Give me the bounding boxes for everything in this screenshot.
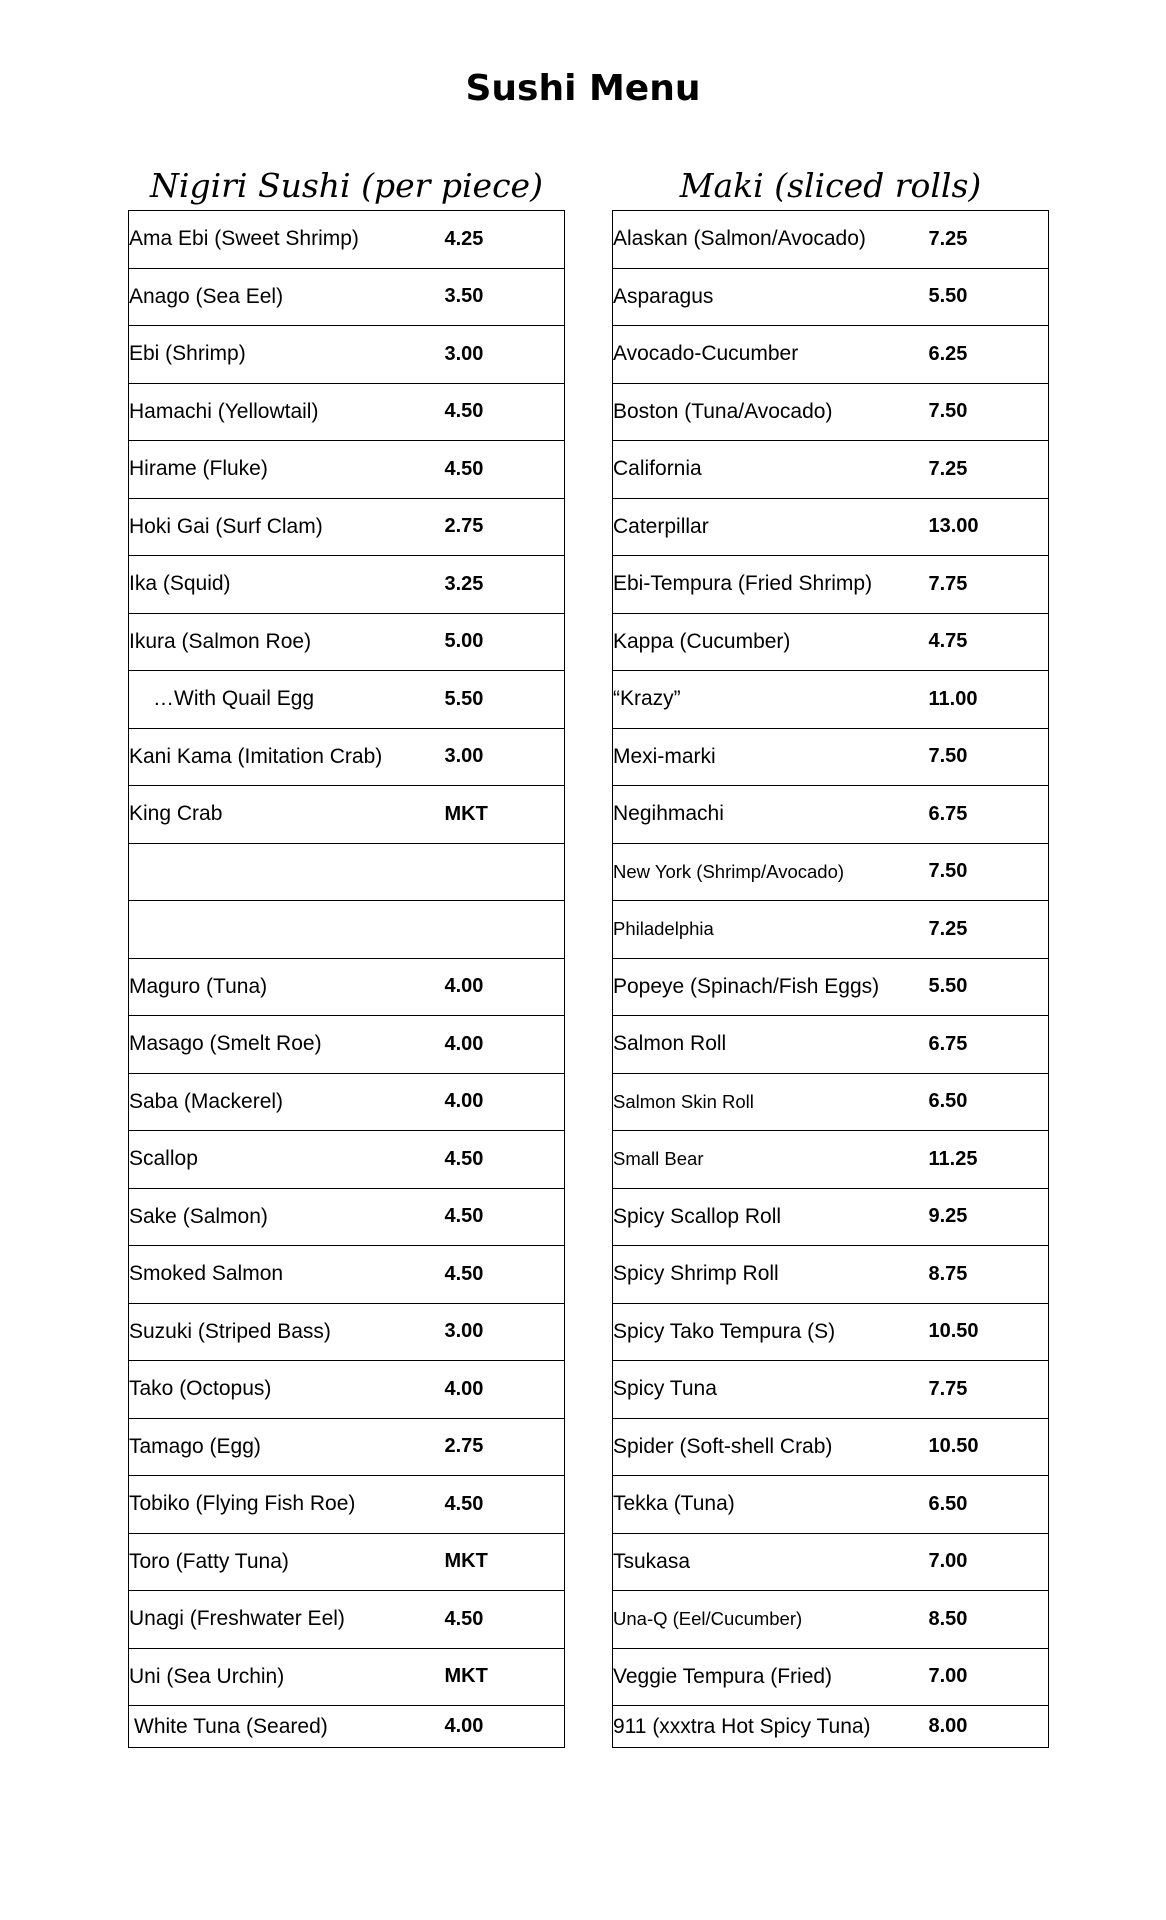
menu-item-name: California: [613, 441, 929, 499]
nigiri-section-title: Nigiri Sushi (per piece): [150, 166, 543, 205]
menu-item-name: Unagi (Freshwater Eel): [129, 1591, 445, 1649]
menu-item-name: Toro (Fatty Tuna): [129, 1533, 445, 1591]
menu-row: [613, 1246, 1049, 1304]
menu-row: [613, 326, 1049, 384]
menu-item-price: 4.75: [929, 613, 1049, 671]
menu-item-name: Ikura (Salmon Roe): [129, 613, 445, 671]
menu-item-price: 7.25: [929, 901, 1049, 959]
menu-item-name: White Tuna (Seared): [129, 1706, 445, 1748]
menu-row: [129, 786, 565, 844]
menu-row: [129, 1476, 565, 1534]
menu-row: [129, 1361, 565, 1419]
menu-item-name: Saba (Mackerel): [129, 1073, 445, 1131]
menu-row: [129, 1131, 565, 1189]
menu-item-price: 5.00: [445, 613, 565, 671]
menu-row: [129, 958, 565, 1016]
menu-item-price: 8.50: [929, 1591, 1049, 1649]
menu-row: [613, 1418, 1049, 1476]
menu-item-price: 4.50: [445, 441, 565, 499]
menu-item-price: 3.00: [445, 1303, 565, 1361]
menu-item-name: Tsukasa: [613, 1533, 929, 1591]
menu-item-name: Uni (Sea Urchin): [129, 1648, 445, 1706]
menu-item-price: 7.75: [929, 556, 1049, 614]
menu-row: [129, 326, 565, 384]
menu-item-name: Anago (Sea Eel): [129, 268, 445, 326]
menu-row: [613, 1648, 1049, 1706]
menu-item-price: 2.75: [445, 1418, 565, 1476]
menu-row: [613, 1073, 1049, 1131]
menu-row: [613, 901, 1049, 959]
menu-row: [613, 728, 1049, 786]
menu-item-name: Masago (Smelt Roe): [129, 1016, 445, 1074]
menu-item-price: MKT: [445, 1533, 565, 1591]
menu-row: [129, 1246, 565, 1304]
menu-item-price: 8.75: [929, 1246, 1049, 1304]
menu-item-price: 5.50: [929, 268, 1049, 326]
nigiri-menu-table: [128, 210, 565, 1748]
menu-item-name: Salmon Roll: [613, 1016, 929, 1074]
menu-row: [613, 958, 1049, 1016]
menu-item-price: 4.50: [445, 1246, 565, 1304]
menu-item-price: 4.00: [445, 958, 565, 1016]
menu-item-name: “Krazy”: [613, 671, 929, 729]
menu-item-name: Ebi-Tempura (Fried Shrimp): [613, 556, 929, 614]
menu-item-name: Negihmachi: [613, 786, 929, 844]
menu-item-name: Spider (Soft-shell Crab): [613, 1418, 929, 1476]
menu-row: [129, 728, 565, 786]
menu-row: [613, 843, 1049, 901]
menu-item-name: …With Quail Egg: [129, 671, 445, 729]
menu-row: [613, 671, 1049, 729]
menu-item-name: Kappa (Cucumber): [613, 613, 929, 671]
menu-item-name: New York (Shrimp/Avocado): [613, 843, 929, 901]
menu-item-price: 4.00: [445, 1361, 565, 1419]
menu-item-price: 9.25: [929, 1188, 1049, 1246]
menu-row: [613, 211, 1049, 269]
menu-item-name: Tekka (Tuna): [613, 1476, 929, 1534]
menu-item-price: 7.50: [929, 383, 1049, 441]
menu-item-price: 6.50: [929, 1073, 1049, 1131]
menu-item-name: Hirame (Fluke): [129, 441, 445, 499]
menu-item-price: 10.50: [929, 1418, 1049, 1476]
menu-item-price: 3.50: [445, 268, 565, 326]
menu-row: [129, 268, 565, 326]
menu-row: [613, 1188, 1049, 1246]
menu-row: [129, 383, 565, 441]
menu-item-name: Avocado-Cucumber: [613, 326, 929, 384]
menu-row: [613, 441, 1049, 499]
menu-row: [613, 1303, 1049, 1361]
menu-item-price: 4.50: [445, 1591, 565, 1649]
menu-item-name: Spicy Tako Tempura (S): [613, 1303, 929, 1361]
menu-item-price: 4.50: [445, 1131, 565, 1189]
menu-item-price: 4.25: [445, 211, 565, 269]
menu-item-price: 3.00: [445, 326, 565, 384]
menu-item-price: 10.50: [929, 1303, 1049, 1361]
menu-row: [129, 211, 565, 269]
menu-row: [613, 383, 1049, 441]
menu-item-price: MKT: [445, 786, 565, 844]
menu-row: [613, 1476, 1049, 1534]
menu-row: [129, 1591, 565, 1649]
menu-item-price: 11.25: [929, 1131, 1049, 1189]
menu-item-name: Small Bear: [613, 1131, 929, 1189]
menu-item-name: Scallop: [129, 1131, 445, 1189]
menu-row: [613, 1706, 1049, 1748]
menu-item-price: 8.00: [929, 1706, 1049, 1748]
menu-item-price: 4.50: [445, 383, 565, 441]
menu-row: [129, 1706, 565, 1748]
menu-item-price: 7.00: [929, 1648, 1049, 1706]
menu-row: [129, 901, 565, 959]
menu-item-name: Tamago (Egg): [129, 1418, 445, 1476]
menu-item-name: Maguro (Tuna): [129, 958, 445, 1016]
menu-row: [613, 1016, 1049, 1074]
menu-item-price: 5.50: [929, 958, 1049, 1016]
menu-item-name: Popeye (Spinach/Fish Eggs): [613, 958, 929, 1016]
menu-item-name: Tako (Octopus): [129, 1361, 445, 1419]
maki-section-title: Maki (sliced rolls): [679, 166, 982, 205]
menu-item-name: Hamachi (Yellowtail): [129, 383, 445, 441]
menu-row: [129, 1303, 565, 1361]
menu-item-name: Smoked Salmon: [129, 1246, 445, 1304]
menu-item-name: Ama Ebi (Sweet Shrimp): [129, 211, 445, 269]
menu-item-name: [129, 901, 445, 959]
menu-row: [129, 498, 565, 556]
menu-row: [129, 1418, 565, 1476]
menu-row: [613, 498, 1049, 556]
page-title: Sushi Menu: [465, 68, 701, 109]
menu-item-price: 13.00: [929, 498, 1049, 556]
menu-item-name: Mexi-marki: [613, 728, 929, 786]
menu-item-price: 7.50: [929, 728, 1049, 786]
menu-row: [613, 786, 1049, 844]
menu-row: [129, 1016, 565, 1074]
menu-item-name: Tobiko (Flying Fish Roe): [129, 1476, 445, 1534]
menu-item-name: King Crab: [129, 786, 445, 844]
menu-item-price: MKT: [445, 1648, 565, 1706]
menu-item-name: Salmon Skin Roll: [613, 1073, 929, 1131]
menu-item-name: Alaskan (Salmon/Avocado): [613, 211, 929, 269]
menu-row: [613, 1361, 1049, 1419]
menu-item-price: [445, 901, 565, 959]
menu-row: [129, 843, 565, 901]
menu-row: [129, 1188, 565, 1246]
menu-item-name: [129, 843, 445, 901]
menu-item-price: 6.50: [929, 1476, 1049, 1534]
menu-item-price: 4.00: [445, 1073, 565, 1131]
menu-item-price: 4.50: [445, 1476, 565, 1534]
menu-item-name: Veggie Tempura (Fried): [613, 1648, 929, 1706]
menu-item-price: 6.75: [929, 786, 1049, 844]
menu-item-price: 6.25: [929, 326, 1049, 384]
menu-item-price: 7.50: [929, 843, 1049, 901]
menu-item-price: 4.00: [445, 1016, 565, 1074]
menu-row: [613, 1533, 1049, 1591]
menu-item-name: Kani Kama (Imitation Crab): [129, 728, 445, 786]
menu-item-price: [445, 843, 565, 901]
menu-item-name: Ebi (Shrimp): [129, 326, 445, 384]
menu-item-price: 7.75: [929, 1361, 1049, 1419]
maki-menu-table: [612, 210, 1049, 1748]
menu-row: [129, 441, 565, 499]
menu-row: [129, 1533, 565, 1591]
menu-row: [613, 1591, 1049, 1649]
menu-item-name: Suzuki (Striped Bass): [129, 1303, 445, 1361]
menu-item-name: 911 (xxxtra Hot Spicy Tuna): [613, 1706, 929, 1748]
menu-item-name: Boston (Tuna/Avocado): [613, 383, 929, 441]
menu-item-name: Sake (Salmon): [129, 1188, 445, 1246]
menu-item-price: 4.00: [445, 1706, 565, 1748]
menu-item-name: Asparagus: [613, 268, 929, 326]
menu-item-name: Hoki Gai (Surf Clam): [129, 498, 445, 556]
menu-row: [613, 268, 1049, 326]
menu-item-price: 2.75: [445, 498, 565, 556]
menu-item-price: 3.00: [445, 728, 565, 786]
menu-item-name: Philadelphia: [613, 901, 929, 959]
menu-item-name: Spicy Scallop Roll: [613, 1188, 929, 1246]
menu-item-name: Spicy Tuna: [613, 1361, 929, 1419]
menu-item-name: Caterpillar: [613, 498, 929, 556]
menu-item-price: 4.50: [445, 1188, 565, 1246]
menu-item-name: Ika (Squid): [129, 556, 445, 614]
menu-item-price: 7.25: [929, 211, 1049, 269]
menu-item-name: Una-Q (Eel/Cucumber): [613, 1591, 929, 1649]
menu-row: [613, 613, 1049, 671]
menu-item-price: 6.75: [929, 1016, 1049, 1074]
menu-item-price: 5.50: [445, 671, 565, 729]
menu-row: [129, 671, 565, 729]
menu-item-price: 11.00: [929, 671, 1049, 729]
menu-row: [613, 1131, 1049, 1189]
menu-item-price: 3.25: [445, 556, 565, 614]
menu-item-price: 7.00: [929, 1533, 1049, 1591]
menu-row: [129, 613, 565, 671]
menu-item-name: Spicy Shrimp Roll: [613, 1246, 929, 1304]
menu-row: [129, 556, 565, 614]
menu-row: [129, 1648, 565, 1706]
menu-row: [613, 556, 1049, 614]
menu-item-price: 7.25: [929, 441, 1049, 499]
menu-row: [129, 1073, 565, 1131]
